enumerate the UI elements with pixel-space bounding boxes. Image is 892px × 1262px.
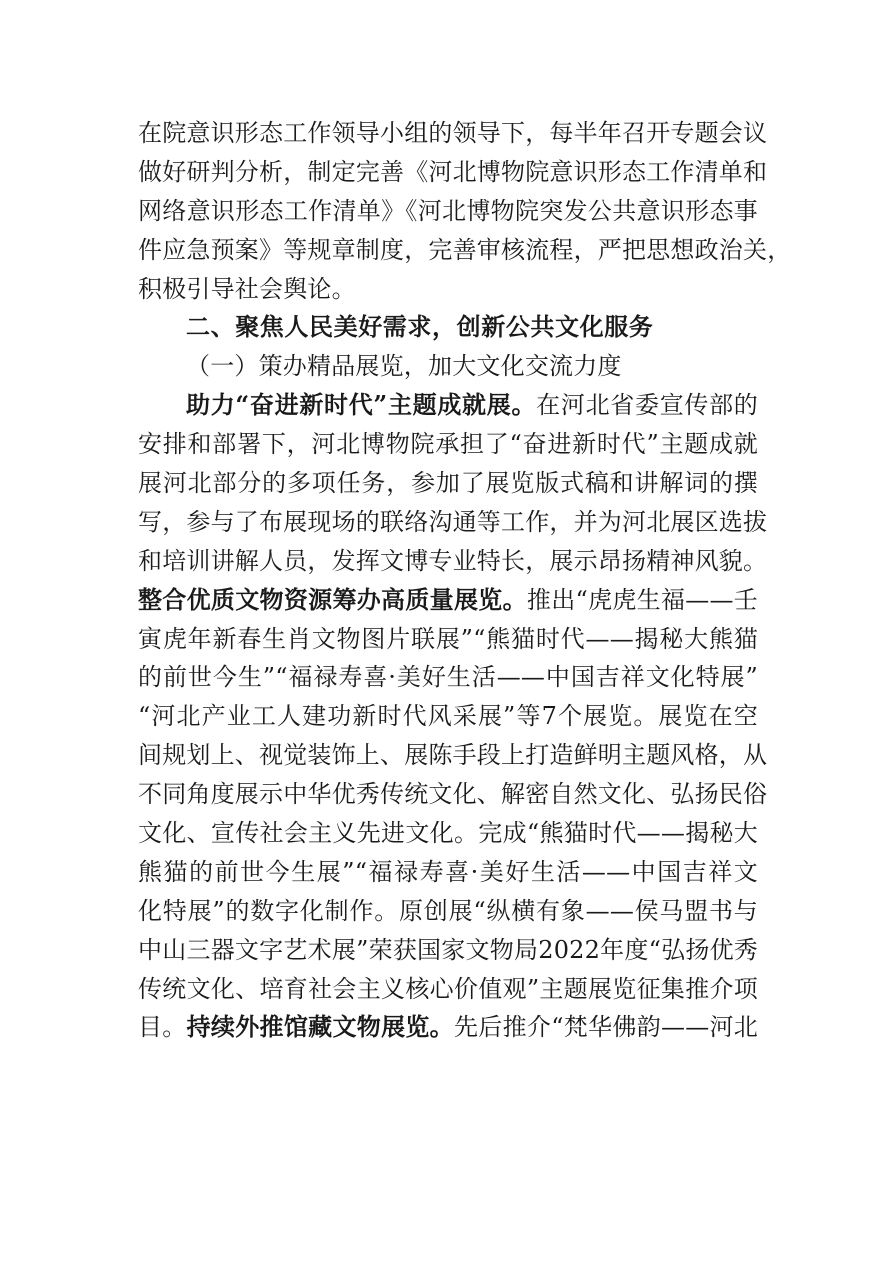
text-line: 和培训讲解人员，发挥文博专业特长，展示昂扬精神风貌。 — [138, 546, 768, 575]
text-line — [138, 386, 758, 425]
body-text — [138, 114, 792, 1047]
text-line: “河北产业工人建功新时代风采展”等7个展览。展览在空 — [138, 702, 758, 731]
text-line: 文化、宣传社会主义先进文化。完成“熊猫时代——揭秘大 — [138, 819, 758, 848]
text-line: 中山三器文字艺术展”荣获国家文物局2022年度“弘扬优秀 — [138, 935, 758, 964]
text-line: 做好研判分析，制定完善《河北博物院意识形态工作清单和 — [138, 157, 768, 186]
text-line: 积极引导社会舆论。 — [138, 274, 356, 303]
text-run: 先后推介“梵华佛韵——河北 — [453, 1013, 759, 1042]
text-line — [138, 1008, 758, 1047]
text-line: 件应急预案》等规章制度，完善审核流程，严把思想政治关， — [138, 235, 792, 264]
text-line: 写，参与了布展现场的联络沟通等工作，并为河北展区选拔 — [138, 507, 768, 536]
bold-lead: 助力“奋进新时代”主题成就展。 — [186, 390, 537, 420]
text-run: 推出“虎虎生福——壬 — [526, 585, 758, 614]
text-line: 传统文化、培育社会主义核心价值观”主题展览征集推介项 — [138, 974, 758, 1003]
paragraph-3 — [138, 581, 768, 1048]
paragraph-2 — [138, 386, 768, 580]
text-line — [138, 581, 758, 620]
text-line: 安排和部署下，河北博物院承担了“奋进新时代”主题成就 — [138, 430, 758, 459]
bold-lead: 整合优质文物资源筹办高质量展览。 — [138, 584, 527, 614]
text-line: 的前世今生”“福禄寿喜·美好生活——中国吉祥文化特展” — [138, 663, 758, 692]
text-run: 目。 — [138, 1013, 187, 1042]
text-line: 不同角度展示中华优秀传统文化、解密自然文化、弘扬民俗 — [138, 780, 768, 809]
subsection-heading: （一）策办精品展览，加大文化交流力度 — [186, 352, 622, 381]
text-line: 网络意识形态工作清单》《河北博物院突发公共意识形态事 — [138, 196, 758, 225]
text-line: 寅虎年新春生肖文物图片联展”“熊猫时代——揭秘大熊猫 — [138, 624, 758, 653]
text-line: 熊猫的前世今生展”“福禄寿喜·美好生活——中国吉祥文 — [138, 857, 758, 886]
paragraph-1 — [138, 114, 792, 308]
text-line: 展河北部分的多项任务，参加了展览版式稿和讲解词的撰 — [138, 469, 758, 498]
bold-lead: 持续外推馆藏文物展览。 — [186, 1012, 454, 1042]
text-line: 间规划上、视觉装饰上、展陈手段上打造鲜明主题风格，从 — [138, 741, 768, 770]
text-run: 在河北省委宣传部的 — [536, 391, 758, 420]
section-heading: 二、聚焦人民美好需求，创新公共文化服务 — [186, 312, 654, 342]
text-line: 在院意识形态工作领导小组的领导下，每半年召开专题会议 — [138, 119, 768, 147]
text-line: 化特展”的数字化制作。原创展“纵横有象——侯马盟书与 — [138, 896, 758, 925]
